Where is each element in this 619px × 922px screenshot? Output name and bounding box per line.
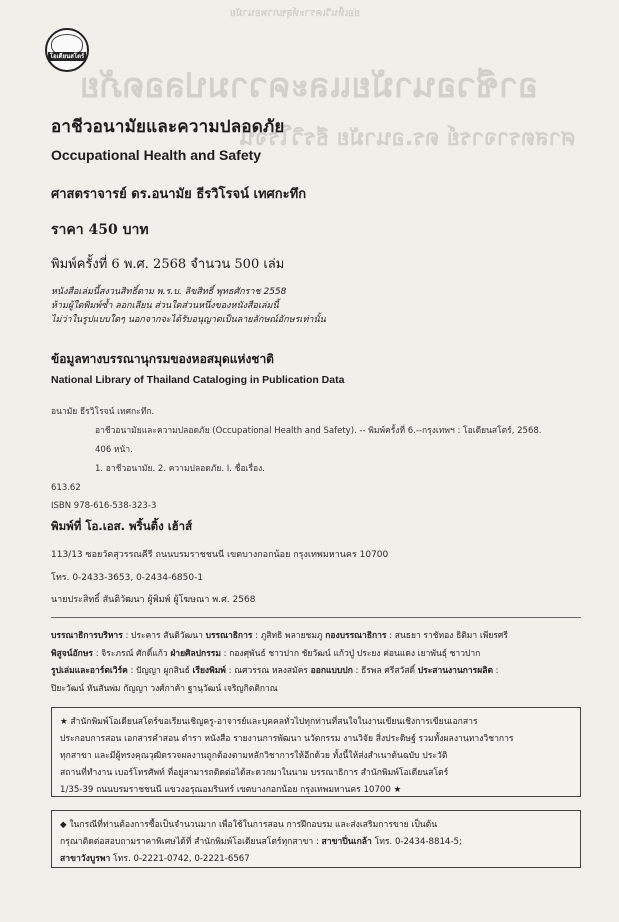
credit-label: กองบรรณาธิการ bbox=[325, 631, 387, 641]
credit-label: ประสานงานการผลิต bbox=[417, 666, 493, 676]
order-contact-text: กรุณาติดต่อสอบถามราคาพิเศษได้ที่ สำนักพิมพ์โอเดียนสโตร์ทุกสาขา : bbox=[60, 837, 319, 847]
printer-address: 113/13 ซอยวัดสุวรรณคีรี ถนนบรมราชชนนี เขตบางกอกน้อย กรุงเทพมหานคร 10700 bbox=[51, 550, 389, 560]
bulk-order-box bbox=[51, 810, 581, 868]
order-line bbox=[60, 851, 250, 865]
copyright-line: ห้ามผู้ใดพิมพ์ซ้ำ ลอกเลียน ส่วนใดส่วนหนึ่งของหนังสือเล่มนี้ bbox=[51, 301, 279, 311]
invitation-line: ประกอบการสอน เอกสารคำสอน ตำรา หนังสือ รายงานการพัฒนา นวัตกรรม งานวิจัย สิ่งประดิษฐ์ รวมทั้งผลงานทางวิชาการ bbox=[60, 734, 514, 744]
printer-publisher-line: นายประสิทธิ์ สันติวัฒนา ผู้พิมพ์ ผู้โฆษณา พ.ศ. 2568 bbox=[51, 595, 256, 605]
credit-label: ออกแบบปก bbox=[310, 666, 353, 676]
credit-value: กองศุพันธ์ ชาวปาก ชัยวัฒน์ แก้วปู่ ประยง ค่อนแดง เยาพันธุ์ ชาวปาก bbox=[229, 648, 481, 659]
book-price: ราคา 450 บาท bbox=[51, 222, 149, 238]
credit-line bbox=[51, 681, 581, 699]
branch-pinklao-label: สาขาปิ่นเกล้า bbox=[321, 837, 372, 847]
credit-line: บรรณาธิการบริหาร : ประคาร สันติวัฒนา บรรณาธิการ : ภูสิทธิ พลายชมภู กองบรรณาธิการ : สนธยา ราชัทอง ธิติมา เพียรศรี bbox=[51, 631, 508, 641]
book-author: ศาสตราจารย์ ดร.อนามัย ธีรวิโรจน์ เทศกะทึก bbox=[51, 187, 307, 202]
catalog-isbn: ISBN 978-616-538-323-3 bbox=[51, 501, 157, 511]
credit-line: รูปเล่มและอาร์ตเวิร์ค : ปัญญา ผูกสินธ์ เรียงพิมพ์ : ณศวรรณ หลงสมัคร ออกแบบปก : ธีรพล ศรีสวัสดิ์ ประสานงานการผลิต : bbox=[51, 666, 499, 676]
credit-label: บรรณาธิการบริหาร bbox=[51, 631, 123, 641]
cataloging-heading-english: National Library of Thailand Cataloging in Publication Data bbox=[51, 374, 345, 386]
branch-pinklao-phone: โทร. 0-2434-8814-5; bbox=[374, 837, 462, 847]
credit-label: บรรณาธิการ bbox=[205, 631, 253, 641]
logo-emblem-icon bbox=[51, 34, 83, 54]
invitation-line: 1/35-39 ถนนบรมราชชนนี แขวงอรุณอมรินทร์ เขตบางกอกน้อย กรุงเทพมหานคร 10700 ★ bbox=[60, 785, 402, 795]
credit-value: ธีรพล ศรีสวัสดิ์ bbox=[361, 666, 416, 676]
order-line bbox=[60, 834, 462, 848]
order-line: ◆ ในกรณีที่ท่านต้องการซื้อเป็นจำนวนมาก เพื่อใช้ในการสอน การฝึกอบรม และส่งเสริมการขาย เป็นต้น bbox=[60, 820, 438, 830]
book-title-english: Occupational Health and Safety bbox=[51, 147, 262, 163]
invitation-line: ทุกสาขา และมีผู้ทรงคุณวุฒิตรวจผลงานถูกต้องตามหลักวิชาการให้อีกด้วย ทั้งนี้ให้ส่งสำเนาต้นฉบับ ประวัติ bbox=[60, 751, 448, 761]
catalog-pages: 406 หน้า. bbox=[95, 445, 133, 455]
section-divider bbox=[51, 617, 581, 618]
invitation-line: สถานที่ทำงาน เบอร์โทรศัพท์ ที่อยู่สามารถติดต่อได้สะดวกมาในนาม บรรณาธิการ สำนักพิมพ์โอเดียนสโตร์ bbox=[60, 768, 449, 778]
credit-value: ปัญญา ผูกสินธ์ bbox=[136, 666, 190, 676]
credit-label: พิสูจน์อักษร bbox=[51, 648, 94, 659]
credit-value: สนธยา ราชัทอง ธิติมา เพียรศรี bbox=[394, 631, 508, 641]
manuscript-invitation-box bbox=[51, 707, 581, 797]
branch-wangburapha-phone: โทร. 0-2221-0742, 0-2221-6567 bbox=[113, 854, 250, 864]
catalog-class-number: 613.62 bbox=[51, 483, 81, 493]
printing-edition: พิมพ์ครั้งที่ 6 พ.ศ. 2568 จำนวน 500 เล่ม bbox=[51, 257, 285, 272]
catalog-author-entry: อนามัย ธีรวิโรจน์ เทศกะทึก. bbox=[51, 407, 155, 417]
copyright-line: หนังสือเล่มนี้สงวนสิทธิ์ตาม พ.ร.บ. ลิขสิทธิ์ พุทธศักราช 2558 bbox=[51, 287, 287, 297]
copyright-notice bbox=[51, 285, 511, 327]
credit-line: พิสูจน์อักษร : จิระภรณ์ ศักดิ์แก้ว ฝ่ายศิลปกรรม : กองศุพันธ์ ชาวปาก ชัยวัฒน์ แก้วปู่ ประยง ค่อนแดง เยาพันธุ์ ชาวปาก bbox=[51, 648, 481, 659]
credit-value: ประคาร สันติวัฒนา bbox=[131, 631, 203, 641]
printer-heading: พิมพ์ที่ โอ.เอส. พริ้นติ้ง เฮ้าส์ bbox=[51, 519, 193, 533]
cataloging-heading-thai: ข้อมูลทางบรรณานุกรมของหอสมุดแห่งชาติ bbox=[51, 352, 274, 366]
publisher-logo bbox=[45, 28, 89, 72]
catalog-title-entry: อาชีวอนามัยและความปลอดภัย (Occupational Health and Safety). -- พิมพ์ครั้งที่ 6.--กรุงเทพฯ : โอเดียนสโตร์, 2568. bbox=[95, 426, 542, 436]
show-through-line: ศาสตราจารย์ ดร.อนามัย ธีรวิโรจน์ bbox=[240, 126, 576, 151]
show-through-line: ย่อเห็นวิเคราะห์สุขภาพอนามัย bbox=[230, 8, 361, 19]
catalog-subjects: 1. อาชีวอนามัย. 2. ความปลอดภัย. I. ชื่อเรื่อง. bbox=[95, 464, 265, 474]
copyright-line: ไม่ว่าในรูปแบบใดๆ นอกจากจะได้รับอนุญาตเป็นลายลักษณ์อักษรเท่านั้น bbox=[51, 315, 326, 325]
credit-value: ภูสิทธิ พลายชมภู bbox=[260, 631, 323, 641]
credit-label: รูปเล่มและอาร์ตเวิร์ค bbox=[51, 666, 128, 676]
invitation-line: ★ สำนักพิมพ์โอเดียนสโตร์ขอเรียนเชิญครู-อาจารย์และบุคคลทั่วไปทุกท่านที่สนใจในงานเขียนเชิงการเขียนเอกสาร bbox=[60, 717, 478, 727]
credit-value: จิระภรณ์ ศักดิ์แก้ว bbox=[101, 648, 168, 659]
copyright-page bbox=[33, 0, 593, 922]
branch-wangburapha-label: สาขาวังบูรพา bbox=[60, 854, 111, 864]
book-title-thai: อาชีวอนามัยและความปลอดภัย bbox=[51, 117, 285, 137]
staff-credits bbox=[51, 628, 581, 698]
credit-value: ณศวรรณ หลงสมัคร bbox=[234, 666, 308, 676]
credit-value: ปิยะวัฒน์ หันสันพ่ม กัญญา วงศ์กาค้า ฐานุวัฒน์ เจริญกิตติกาณ bbox=[51, 683, 278, 694]
credit-label: ฝ่ายศิลปกรรม bbox=[170, 648, 221, 659]
logo-label: โอเดียนสโตร์ bbox=[49, 53, 85, 60]
printer-phone: โทร. 0-2433-3653, 0-2434-6850-1 bbox=[51, 573, 204, 583]
credit-label: เรียงพิมพ์ bbox=[192, 666, 226, 676]
show-through-line: อาชีวอนามัยและความปลอดภัย bbox=[80, 66, 539, 106]
